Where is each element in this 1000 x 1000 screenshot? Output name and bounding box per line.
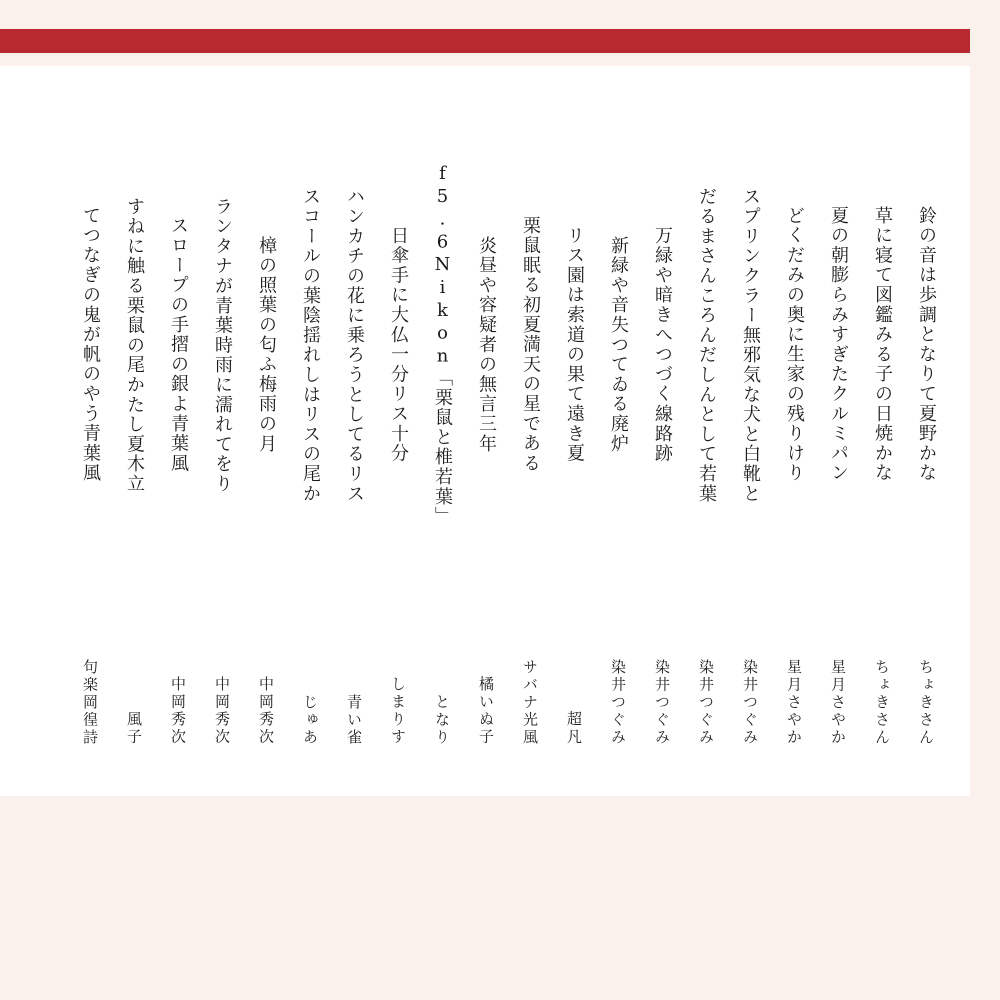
author-name: 風子 [125, 711, 143, 746]
haiku-text: スコールの葉陰揺れしはリスの尾か [300, 186, 321, 504]
author-slot [508, 641, 552, 746]
haiku-text: 草に寝て図鑑みる子の日焼かな [872, 206, 893, 484]
header-bar [0, 29, 970, 53]
author-name: 橘いぬ子 [477, 676, 495, 746]
author-slot [420, 641, 464, 746]
author-name: 染井つぐみ [609, 658, 627, 746]
poem-column [156, 66, 200, 796]
author-slot [552, 641, 596, 746]
haiku-page [0, 66, 970, 796]
author-slot [244, 641, 288, 746]
poem-column [640, 66, 684, 796]
author-slot [112, 641, 156, 746]
author-slot [288, 641, 332, 746]
author-name: じゅあ [301, 693, 319, 746]
author-name: ちょきさん [873, 658, 891, 746]
poem-column [200, 66, 244, 796]
haiku-text: だるまさんころんだしんとして若葉 [696, 186, 717, 504]
haiku-text: 樟の照葉の匂ふ梅雨の月 [256, 236, 277, 454]
author-slot [596, 641, 640, 746]
author-slot [464, 641, 508, 746]
poem-column [376, 66, 420, 796]
author-name: 星月さやか [785, 658, 803, 746]
poem-column [112, 66, 156, 796]
haiku-text: すねに触る栗鼠の尾かたし夏木立 [124, 196, 145, 494]
poem-column [508, 66, 552, 796]
poem-column [68, 66, 112, 796]
poem-column [596, 66, 640, 796]
author-name: 句楽岡徨詩 [81, 658, 99, 746]
poem-column [288, 66, 332, 796]
haiku-text: ランタナが青葉時雨に濡れてをり [212, 196, 233, 494]
author-name: しまりす [389, 676, 407, 746]
author-slot [904, 641, 948, 746]
poem-column [772, 66, 816, 796]
author-name: 青い雀 [345, 693, 363, 746]
poem-column [904, 66, 948, 796]
haiku-text: 栗鼠眠る初夏満天の星である [520, 216, 541, 474]
haiku-text: リス園は索道の果て遠き夏 [564, 226, 585, 464]
author-slot [376, 641, 420, 746]
author-slot [684, 641, 728, 746]
poem-column [464, 66, 508, 796]
author-name: 超凡 [565, 711, 583, 746]
haiku-text: 新緑や音失つてゐる廃炉 [608, 236, 629, 454]
haiku-text: 炎昼や容疑者の無言三年 [476, 236, 497, 454]
haiku-text: どくだみの奥に生家の残りけり [784, 206, 805, 484]
haiku-text: スプリンクラー無邪気な犬と白靴と [740, 186, 761, 504]
poem-column [684, 66, 728, 796]
author-name: ちょきさん [917, 658, 935, 746]
author-slot [816, 641, 860, 746]
author-slot [772, 641, 816, 746]
haiku-text: 日傘手に大仏一分リス十分 [388, 226, 409, 464]
author-name: 染井つぐみ [741, 658, 759, 746]
author-slot [156, 641, 200, 746]
haiku-text: 夏の朝膨らみすぎたクルミパン [828, 206, 849, 484]
haiku-text: 鈴の音は歩調となりて夏野かな [916, 206, 937, 484]
poem-column [332, 66, 376, 796]
author-name: 中岡秀次 [257, 676, 275, 746]
poem-column [420, 66, 464, 796]
poem-column [244, 66, 288, 796]
author-slot [68, 641, 112, 746]
author-slot [332, 641, 376, 746]
author-name: サバナ光風 [521, 658, 539, 746]
haiku-text: ハンカチの花に乗ろうとしてるリス [344, 186, 365, 504]
poem-list [0, 66, 970, 796]
author-name: 星月さやか [829, 658, 847, 746]
author-slot [640, 641, 684, 746]
author-slot [200, 641, 244, 746]
poem-column [552, 66, 596, 796]
author-name: 染井つぐみ [653, 658, 671, 746]
author-name: となり [433, 693, 451, 746]
poem-column [860, 66, 904, 796]
author-name: 中岡秀次 [213, 676, 231, 746]
haiku-text: てつなぎの鬼が帆のやう青葉風 [80, 206, 101, 484]
haiku-text: スロープの手摺の銀よ青葉風 [168, 216, 189, 474]
haiku-text: f5.6Nikon「栗鼠と椎若葉」 [432, 163, 453, 527]
poem-column [728, 66, 772, 796]
author-slot [860, 641, 904, 746]
author-slot [728, 641, 772, 746]
poem-column [816, 66, 860, 796]
author-name: 中岡秀次 [169, 676, 187, 746]
author-name: 染井つぐみ [697, 658, 715, 746]
haiku-text: 万緑や暗きへつづく線路跡 [652, 226, 673, 464]
